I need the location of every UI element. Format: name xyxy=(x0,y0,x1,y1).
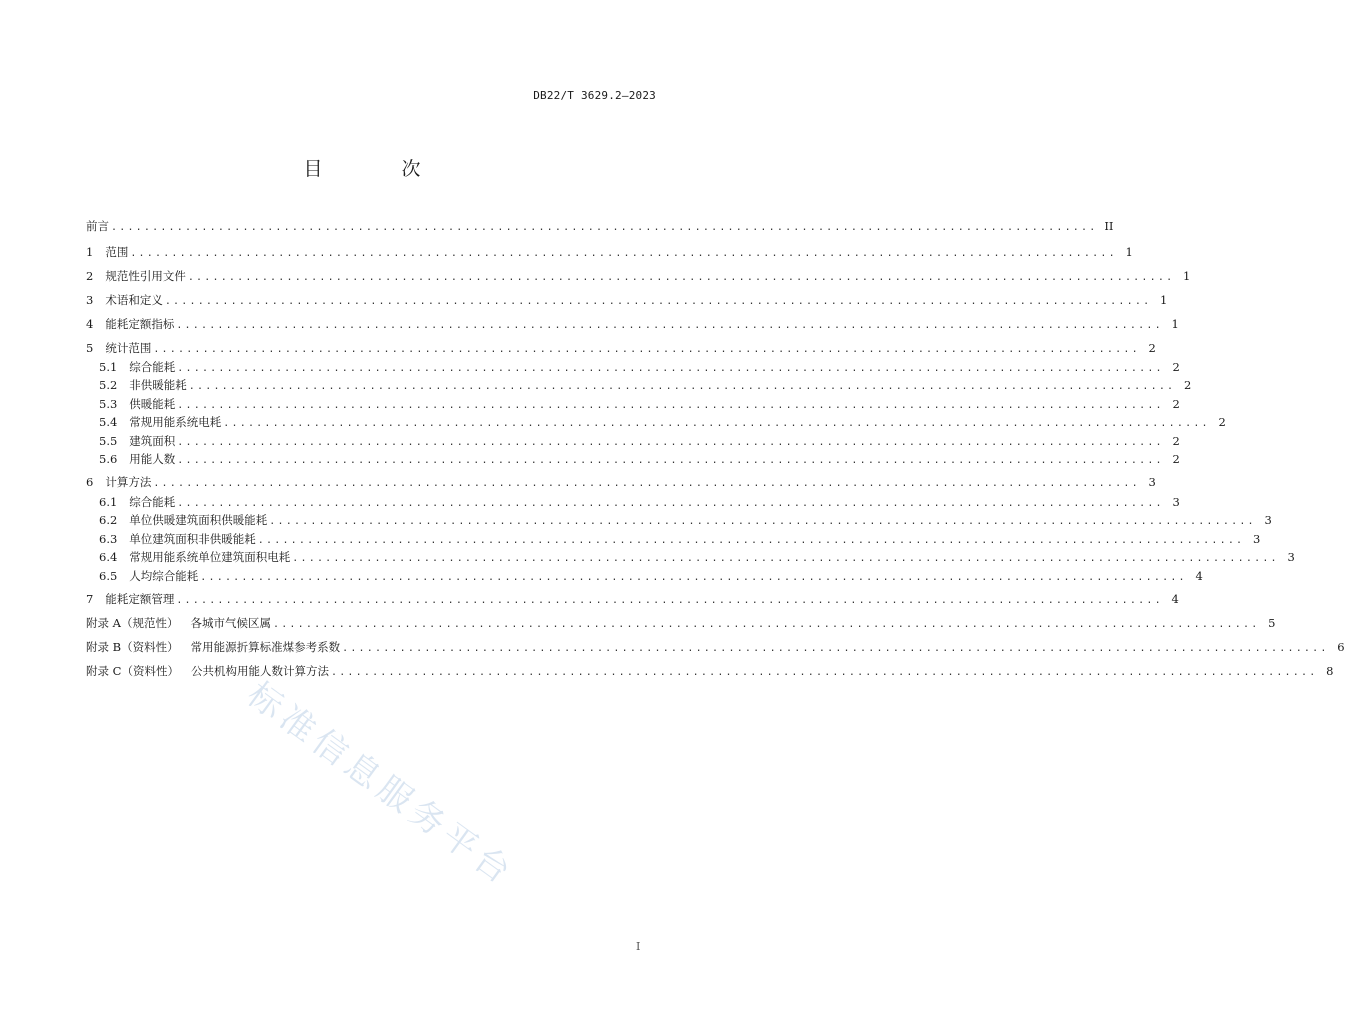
toc-subentry[interactable] xyxy=(99,549,1295,565)
dot-leader: ........................................................................................................................ xyxy=(292,553,1279,564)
dot-leader: ........................................................................................................................ xyxy=(176,320,1163,331)
toc-page-number: 2 xyxy=(1172,397,1180,411)
toc-page-number: 4 xyxy=(1195,569,1203,583)
dot-leader: ........................................................................................................................ xyxy=(330,667,1318,678)
toc-entry[interactable] xyxy=(86,474,1156,490)
dot-leader: ........................................................................................................................ xyxy=(272,619,1260,630)
toc-entry-label: 5 统计范围 xyxy=(86,341,152,355)
toc-page-number: 8 xyxy=(1326,664,1334,678)
toc-page-number: 1 xyxy=(1182,269,1191,283)
toc-entry-label: 前言 xyxy=(86,219,109,233)
toc-entry[interactable] xyxy=(86,340,1156,356)
toc-page-number: 3 xyxy=(1148,475,1156,489)
watermark: 标准信息服务平台 xyxy=(239,674,523,895)
toc-subentry[interactable] xyxy=(99,512,1272,528)
dot-leader: ........................................................................................................................ xyxy=(177,400,1164,411)
toc-entry-label: 6 计算方法 xyxy=(86,475,152,489)
dot-leader: ........................................................................................................................ xyxy=(153,344,1140,355)
toc-page-number: 6 xyxy=(1337,640,1345,654)
dot-leader: ........................................................................................................................ xyxy=(130,248,1117,259)
dot-leader: ........................................................................................................................ xyxy=(153,478,1140,489)
toc-entry-label: 5.2 非供暖能耗 xyxy=(99,378,187,392)
dot-leader: ........................................................................................................................ xyxy=(187,272,1175,283)
dot-leader: ........................................................................................................................ xyxy=(177,437,1164,448)
dot-leader: ........................................................................................................................ xyxy=(342,643,1329,654)
toc-subentry[interactable] xyxy=(99,531,1261,547)
toc-subentry[interactable] xyxy=(99,433,1180,449)
toc-subentry[interactable] xyxy=(99,451,1180,467)
toc-page-number: 2 xyxy=(1218,415,1226,429)
toc-page-number: 5 xyxy=(1268,616,1276,630)
document-code: DB22/T 3629.2—2023 xyxy=(533,89,656,102)
toc-appendix-entry[interactable] xyxy=(86,615,1276,631)
dot-leader: ........................................................................................................................ xyxy=(188,381,1176,392)
toc-entry[interactable] xyxy=(86,316,1179,332)
toc-subentry[interactable] xyxy=(99,396,1180,412)
dot-leader: ........................................................................................................................ xyxy=(164,296,1152,307)
toc-entry-label: 7 能耗定额管理 xyxy=(86,592,175,606)
dot-leader: ........................................................................................................................ xyxy=(177,363,1164,374)
toc-page-number: 1 xyxy=(1159,293,1168,307)
toc-page-number: 2 xyxy=(1172,434,1180,448)
toc-title: 目 次 xyxy=(303,158,451,180)
toc-appendix-entry[interactable] xyxy=(86,663,1334,679)
toc-entry[interactable] xyxy=(86,218,1114,234)
toc-page-number: 3 xyxy=(1287,550,1295,564)
dot-leader: ........................................................................................................................ xyxy=(257,535,1245,546)
toc-entry-label: 5.5 建筑面积 xyxy=(99,434,176,448)
dot-leader: ........................................................................................................................ xyxy=(223,418,1210,429)
toc-entry-label: 6.2 单位供暖建筑面积供暖能耗 xyxy=(99,513,268,527)
toc-page-number: 2 xyxy=(1172,452,1180,466)
dot-leader: ........................................................................................................................ xyxy=(177,498,1164,509)
toc-entry-label: 6.5 人均综合能耗 xyxy=(99,569,199,583)
toc-entry-label: 6.1 综合能耗 xyxy=(99,495,176,509)
toc-page-number: 1 xyxy=(1171,317,1179,331)
dot-leader: ........................................................................................................................ xyxy=(111,222,1098,233)
toc-entry-label: 附录 A（规范性） 各城市气候区属 xyxy=(86,616,271,630)
toc-entry-label: 4 能耗定额指标 xyxy=(86,317,175,331)
toc-page-number: 3 xyxy=(1172,495,1180,509)
toc-entry-label: 3 术语和定义 xyxy=(86,293,163,307)
dot-leader: ........................................................................................................................ xyxy=(176,595,1163,606)
toc-subentry[interactable] xyxy=(99,359,1180,375)
toc-entry[interactable] xyxy=(86,244,1133,260)
toc-entry-label: 5.6 用能人数 xyxy=(99,452,176,466)
toc-entry[interactable] xyxy=(86,591,1179,607)
toc-entry-label: 6.3 单位建筑面积非供暖能耗 xyxy=(99,532,256,546)
toc-entry[interactable] xyxy=(86,268,1191,284)
toc-entry-label: 附录 C（资料性） 公共机构用能人数计算方法 xyxy=(86,664,329,678)
toc-entry-label: 5.3 供暖能耗 xyxy=(99,397,176,411)
toc-entry-label: 1 范围 xyxy=(86,245,129,259)
toc-page-number: 2 xyxy=(1172,360,1180,374)
toc-entry-label: 2 规范性引用文件 xyxy=(86,269,186,283)
toc-entry-label: 6.4 常规用能系统单位建筑面积电耗 xyxy=(99,550,291,564)
toc-entry-label: 5.1 综合能耗 xyxy=(99,360,176,374)
toc-entry[interactable] xyxy=(86,292,1168,308)
toc-subentry[interactable] xyxy=(99,494,1180,510)
dot-leader: ........................................................................................................................ xyxy=(269,516,1256,527)
dot-leader: ........................................................................................................................ xyxy=(177,455,1164,466)
page-number: I xyxy=(636,940,641,953)
toc-page-number: 4 xyxy=(1171,592,1179,606)
toc-entry-label: 5.4 常规用能系统电耗 xyxy=(99,415,222,429)
toc-subentry[interactable] xyxy=(99,377,1192,393)
toc-subentry[interactable] xyxy=(99,568,1203,584)
toc-appendix-entry[interactable] xyxy=(86,639,1345,655)
toc-page-number: II xyxy=(1104,219,1114,233)
toc-page-number: 1 xyxy=(1125,245,1133,259)
toc-page-number: 3 xyxy=(1252,532,1261,546)
toc-page-number: 2 xyxy=(1183,378,1192,392)
toc-subentry[interactable] xyxy=(99,414,1226,430)
toc-entry-label: 附录 B（资料性） 常用能源折算标准煤参考系数 xyxy=(86,640,341,654)
toc-page-number: 2 xyxy=(1148,341,1156,355)
dot-leader: ........................................................................................................................ xyxy=(200,572,1187,583)
toc-page-number: 3 xyxy=(1264,513,1272,527)
